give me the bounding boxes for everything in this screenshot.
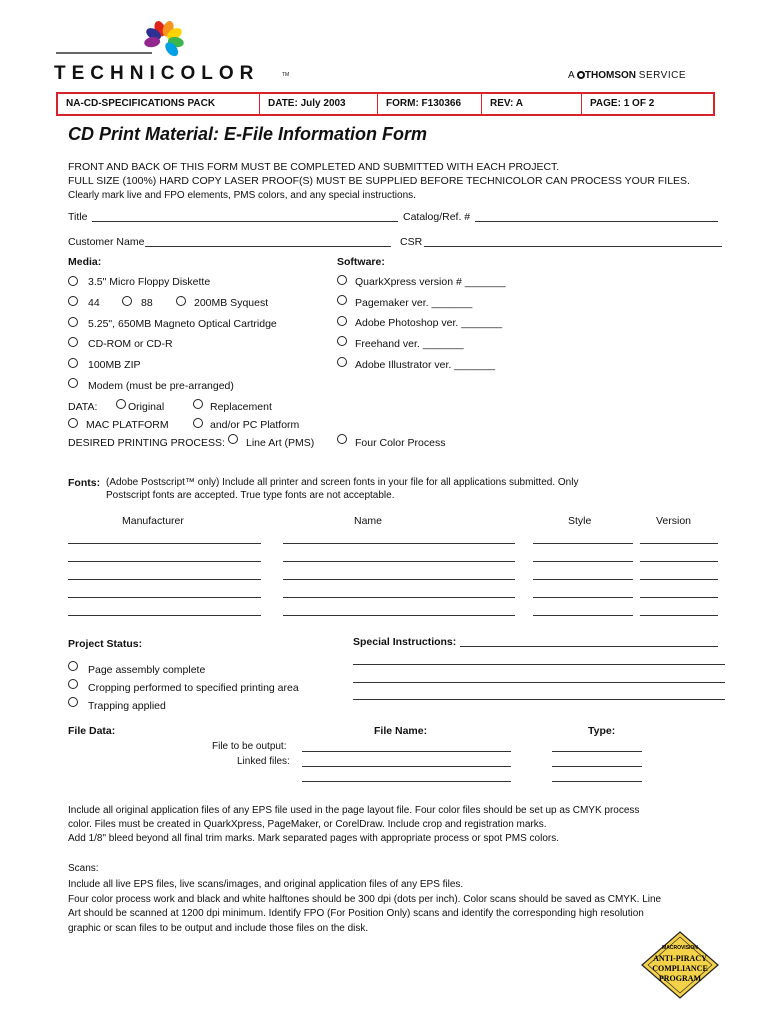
data-replacement-radio[interactable] <box>193 399 203 409</box>
linked-files-type-input[interactable] <box>552 766 642 767</box>
project-status-heading: Project Status: <box>68 638 143 650</box>
linked-files-name-input[interactable] <box>302 766 511 767</box>
fonts-text-2: Postscript fonts are accepted. True type fonts are not acceptable. <box>106 490 395 501</box>
fonts-col-name: Name <box>354 515 383 527</box>
data-label: DATA: <box>68 401 98 413</box>
software-illustrator-label: Adobe Illustrator ver. _______ <box>355 359 496 371</box>
thomson-icon <box>577 71 585 79</box>
thomson-suffix: SERVICE <box>638 70 687 81</box>
font-manufacturer-input[interactable] <box>68 561 261 562</box>
media-zip-label: 100MB ZIP <box>88 359 141 371</box>
linked-files-label: Linked files: <box>237 756 290 767</box>
data-replacement-label: Replacement <box>210 401 272 413</box>
font-manufacturer-input[interactable] <box>68 543 261 544</box>
media-floppy-radio[interactable] <box>68 276 78 286</box>
media-88-label: 88 <box>141 297 153 309</box>
software-illustrator-radio[interactable] <box>337 357 347 367</box>
media-modem-label: Modem (must be pre-arranged) <box>88 380 234 392</box>
file-name-heading: File Name: <box>374 725 428 737</box>
status-page-assembly-label: Page assembly complete <box>88 664 206 676</box>
badge-line-1: ANTI-PIRACY <box>653 954 707 963</box>
status-trapping-label: Trapping applied <box>88 700 166 712</box>
font-version-input[interactable] <box>640 543 718 544</box>
font-manufacturer-input[interactable] <box>68 615 261 616</box>
line-art-label: Line Art (PMS) <box>246 437 315 449</box>
status-cropping-radio[interactable] <box>68 679 78 689</box>
badge-top: MACROVISION <box>662 945 698 951</box>
font-style-input[interactable] <box>533 597 633 598</box>
file-output-label: File to be output: <box>212 741 287 752</box>
thomson-name: THOMSON <box>584 70 637 81</box>
header-pack: NA-CD-SPECIFICATIONS PACK <box>58 94 260 114</box>
csr-label: CSR <box>400 236 423 248</box>
data-mac-radio[interactable] <box>68 418 78 428</box>
printing-process-label: DESIRED PRINTING PROCESS: <box>68 437 225 449</box>
software-heading: Software: <box>337 256 385 268</box>
software-pagemaker-label: Pagemaker ver. _______ <box>355 297 473 309</box>
instruction-3: Clearly mark live and FPO elements, PMS colors, and any special instructions. <box>68 190 416 201</box>
file-data-heading: File Data: <box>68 725 116 737</box>
catalog-input[interactable] <box>475 221 718 222</box>
special-instructions-input[interactable] <box>460 646 718 647</box>
anti-piracy-badge-icon <box>640 930 720 1000</box>
linked-files-name-input[interactable] <box>302 781 511 782</box>
notes-paragraph-1: Include all original application files of any EPS file used in the page layout file. Four color files should be set up as CMYK process color. Files must be created in QuarkXpress, PageMaker, or CorelDraw. Include crop and registration marks. Add 1/8" bleed beyond all final trim marks. Mark separated pages with appropriate process or spot PMS colors. <box>68 805 640 844</box>
fonts-col-manufacturer: Manufacturer <box>122 515 184 527</box>
special-instructions-heading: Special Instructions: <box>353 636 457 648</box>
data-pc-label: and/or PC Platform <box>210 419 300 431</box>
software-quark-radio[interactable] <box>337 275 347 285</box>
font-manufacturer-input[interactable] <box>68 597 261 598</box>
special-instructions-input[interactable] <box>353 664 725 665</box>
font-style-input[interactable] <box>533 543 633 544</box>
color-burst-icon <box>140 18 188 62</box>
file-output-type-input[interactable] <box>552 751 642 752</box>
csr-input[interactable] <box>424 246 722 247</box>
title-label: Title <box>68 211 88 223</box>
header-date: DATE: July 2003 <box>260 94 378 114</box>
software-quark-label: QuarkXpress version # _______ <box>355 276 506 288</box>
file-output-name-input[interactable] <box>302 751 511 752</box>
data-mac-label: MAC PLATFORM <box>86 419 169 431</box>
font-name-input[interactable] <box>283 561 515 562</box>
thomson-service-logo <box>568 70 686 81</box>
fonts-text-1: (Adobe Postscript™ only) Include all printer and screen fonts in your file for all applications submitted. Only <box>106 477 579 488</box>
software-freehand-radio[interactable] <box>337 336 347 346</box>
status-trapping-radio[interactable] <box>68 697 78 707</box>
header-form: FORM: F130366 <box>378 94 482 114</box>
font-version-input[interactable] <box>640 579 718 580</box>
software-pagemaker-radio[interactable] <box>337 295 347 305</box>
linked-files-type-input[interactable] <box>552 781 642 782</box>
data-original-radio[interactable] <box>116 399 126 409</box>
customer-input[interactable] <box>145 246 391 247</box>
font-name-input[interactable] <box>283 597 515 598</box>
badge-line-2: COMPLIANCE <box>652 964 708 973</box>
status-cropping-label: Cropping performed to specified printing area <box>88 682 299 694</box>
four-color-label: Four Color Process <box>355 437 446 449</box>
title-input[interactable] <box>92 221 398 222</box>
software-photoshop-radio[interactable] <box>337 316 347 326</box>
media-mo-label: 5.25", 650MB Magneto Optical Cartridge <box>88 318 277 330</box>
media-zip-radio[interactable] <box>68 358 78 368</box>
header-rev: REV: A <box>482 94 582 114</box>
status-page-assembly-radio[interactable] <box>68 661 78 671</box>
fonts-col-version: Version <box>656 515 692 527</box>
line-art-radio[interactable] <box>228 434 238 444</box>
font-name-input[interactable] <box>283 579 515 580</box>
customer-label: Customer Name <box>68 236 145 248</box>
software-freehand-label: Freehand ver. _______ <box>355 338 464 350</box>
software-photoshop-label: Adobe Photoshop ver. _______ <box>355 317 503 329</box>
logo-swoosh <box>56 52 152 54</box>
special-instructions-input[interactable] <box>353 699 725 700</box>
form-title: CD Print Material: E-File Information Form <box>68 124 428 144</box>
trademark: TM <box>282 72 290 78</box>
media-cdrom-label: CD-ROM or CD-R <box>88 338 173 350</box>
font-version-input[interactable] <box>640 561 718 562</box>
media-cdrom-radio[interactable] <box>68 337 78 347</box>
thomson-prefix: A <box>568 70 575 81</box>
instruction-1: FRONT AND BACK OF THIS FORM MUST BE COMPLETED AND SUBMITTED WITH EACH PROJECT. <box>68 161 560 173</box>
media-200mb-radio[interactable] <box>176 296 186 306</box>
fonts-col-style: Style <box>568 515 592 527</box>
media-mo-radio[interactable] <box>68 317 78 327</box>
data-original-label: Original <box>128 401 165 413</box>
file-type-heading: Type: <box>588 725 616 737</box>
font-version-input[interactable] <box>640 615 718 616</box>
media-200mb-label: 200MB Syquest <box>194 297 269 309</box>
media-modem-radio[interactable] <box>68 378 78 388</box>
data-pc-radio[interactable] <box>193 418 203 428</box>
font-manufacturer-input[interactable] <box>68 579 261 580</box>
font-style-input[interactable] <box>533 561 633 562</box>
font-version-input[interactable] <box>640 597 718 598</box>
header-bar <box>56 92 715 116</box>
media-88-radio[interactable] <box>122 296 132 306</box>
notes-paragraph-2: Include all live EPS files, live scans/images, and original application files of any EPS files. Four color process work and black and white halftones should be 300 dpi (dots per inch). Color scans should be saved as CMYK. Line Art should be scanned at 1200 dpi minimum. Identify FPO (For Position Only) scans and identify the corresponding high resolution graphic or scan files to be output and include those files on the disk. <box>68 879 662 934</box>
font-style-input[interactable] <box>533 615 633 616</box>
font-style-input[interactable] <box>533 579 633 580</box>
catalog-label: Catalog/Ref. # <box>403 211 471 223</box>
brand-name: TECHNICOLOR <box>54 63 260 84</box>
font-name-input[interactable] <box>283 615 515 616</box>
fonts-heading: Fonts: <box>68 477 101 489</box>
four-color-radio[interactable] <box>337 434 347 444</box>
media-44-label: 44 <box>88 297 100 309</box>
font-name-input[interactable] <box>283 543 515 544</box>
header-page: PAGE: 1 OF 2 <box>590 98 655 109</box>
scans-label: Scans: <box>68 863 99 874</box>
special-instructions-input[interactable] <box>353 682 725 683</box>
badge-line-3: PROGRAM <box>658 974 702 983</box>
media-44-radio[interactable] <box>68 296 78 306</box>
media-heading: Media: <box>68 256 102 268</box>
media-floppy-label: 3.5" Micro Floppy Diskette <box>88 276 211 288</box>
instruction-2: FULL SIZE (100%) HARD COPY LASER PROOF(S) MUST BE SUPPLIED BEFORE TECHNICOLOR CAN PROCESS YOUR FILES. <box>68 175 690 187</box>
